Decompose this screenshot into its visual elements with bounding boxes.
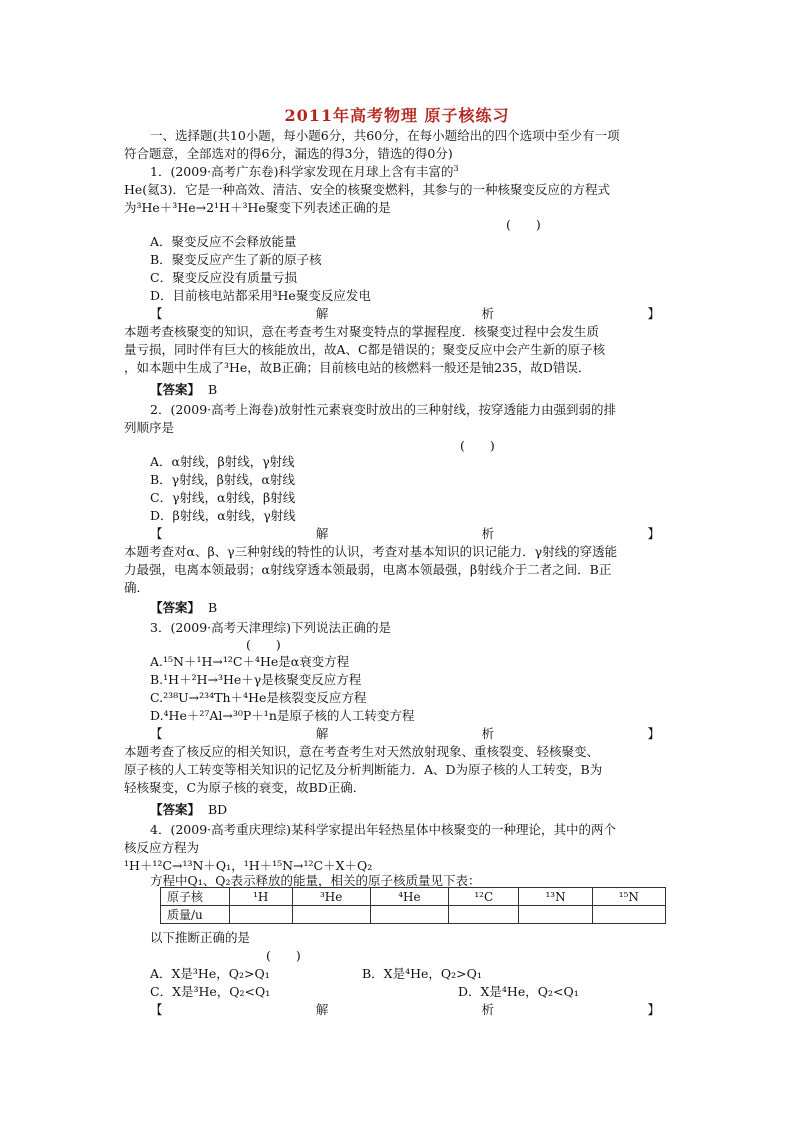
section-intro-line-1: 一、选择题(共10小题，每小题6分，共60分，在每小题给出的四个选项中至少有一项: [150, 128, 620, 143]
q1-stem-line-2: He(氦3)．它是一种高效、清洁、安全的核聚变燃料，其参与的一种核聚变反应的方程式: [124, 182, 611, 197]
q4-option-c: C．X是³He，Q₂<Q₁: [150, 984, 271, 999]
answer-label: 【答案】: [150, 600, 201, 615]
table-cell: [370, 906, 448, 924]
answer-value: BD: [207, 802, 228, 817]
q4-analysis-heading: [150, 1001, 660, 1019]
table-row: [161, 906, 666, 924]
q3-option-b: B.¹H＋²H→³He＋γ是核聚变反应方程: [150, 672, 362, 687]
bracket-close: 】: [647, 1002, 660, 1017]
answer-label: 【答案】: [150, 802, 201, 817]
q4-stem-line-2: 核反应方程为: [124, 840, 200, 855]
q1-option-a: A．聚变反应不会释放能量: [150, 234, 297, 249]
answer-value: B: [207, 382, 218, 397]
table-cell: [230, 906, 293, 924]
heading-char-xi: 析: [481, 726, 495, 741]
q1-option-c: C．聚变反应没有质量亏损: [150, 270, 298, 285]
table-cell: 质量/u: [161, 906, 230, 924]
q3-analysis-line-3: 轻核聚变，C为原子核的衰变，故BD正确．: [124, 780, 366, 795]
q2-analysis-line-3: 确．: [124, 580, 150, 595]
heading-char-jie: 解: [315, 726, 329, 741]
q3-analysis-heading: [150, 725, 660, 743]
q4-option-d: D．X是⁴He，Q₂<Q₁: [458, 984, 579, 999]
q3-answer: [150, 801, 696, 819]
table-cell: ¹H: [230, 888, 293, 906]
heading-char-jie: 解: [315, 306, 329, 321]
q2-answer-bracket: ( ): [460, 438, 495, 453]
q4-option-b: B．X是⁴He，Q₂>Q₁: [362, 966, 482, 981]
q1-analysis-line-1: 本题考查核聚变的知识，意在考查考生对聚变特点的掌握程度．核聚变过程中会发生质: [124, 324, 600, 339]
q3-option-c: C.²³⁸U→²³⁴Th＋⁴He是核裂变反应方程: [150, 690, 367, 705]
bracket-open: 【: [150, 306, 163, 321]
q4-stem-line-4: 以下推断正确的是: [150, 930, 251, 945]
answer-label: 【答案】: [150, 382, 201, 397]
q4-equation: ¹H＋¹²C→¹³N＋Q₁，¹H＋¹⁵N→¹²C＋X＋Q₂: [124, 858, 373, 873]
q3-option-d: D.⁴He＋²⁷Al→³⁰P＋¹n是原子核的人工转变方程: [150, 708, 415, 723]
q2-analysis-line-1: 本题考查对α、β、γ三种射线的特性的认识，考查对基本知识的识记能力．γ射线的穿透能: [124, 544, 618, 559]
table-cell: [592, 906, 665, 924]
bracket-close: 】: [647, 726, 660, 741]
heading-char-jie: 解: [315, 1002, 329, 1017]
q2-option-b: B．γ射线，β射线，α射线: [150, 472, 295, 487]
q1-stem-sup: 3: [453, 163, 459, 173]
q2-option-a: A．α射线，β射线，γ射线: [150, 454, 295, 469]
q1-option-d: D．目前核电站都采用³He聚变反应发电: [150, 288, 371, 303]
q1-answer-bracket: ( ): [506, 217, 541, 232]
answer-value: B: [207, 600, 218, 615]
heading-char-xi: 析: [481, 1002, 495, 1017]
bracket-close: 】: [647, 526, 660, 541]
table-cell: ³He: [292, 888, 370, 906]
q1-stem-line-1: [150, 163, 670, 181]
table-cell: ⁴He: [370, 888, 448, 906]
q1-analysis-line-2: 量亏损，同时伴有巨大的核能放出，故A、C都是错误的；聚变反应中会产生新的原子核: [124, 342, 606, 357]
q3-option-a: A.¹⁵N＋¹H→¹²C＋⁴He是α衰变方程: [150, 654, 350, 669]
q4-stem-line-1: 4．(2009·高考重庆理综)某科学家提出年轻热星体中核聚变的一种理论，其中的两个: [150, 822, 616, 837]
bracket-open: 【: [150, 726, 163, 741]
q2-analysis-heading: [150, 525, 660, 543]
bracket-close: 】: [647, 306, 660, 321]
q1-answer: [150, 381, 696, 399]
heading-char-xi: 析: [481, 306, 495, 321]
table-header-row: [161, 888, 666, 906]
q3-analysis-line-1: 本题考查了核反应的相关知识，意在考查考生对天然放射现象、重核裂变、轻核聚变、: [124, 744, 600, 759]
table-cell: [292, 906, 370, 924]
section-intro-line-2: 符合题意，全部选对的得6分，漏选的得3分，错选的得0分): [124, 146, 453, 161]
table-cell: ¹³N: [519, 888, 592, 906]
q2-option-d: D．β射线，α射线，γ射线: [150, 508, 296, 523]
nucleus-mass-table: [160, 887, 666, 924]
table-cell: [519, 906, 592, 924]
bracket-open: 【: [150, 1002, 163, 1017]
q4-stem-line-3: 方程中Q₁、Q₂表示释放的能量，相关的原子核质量见下表：: [150, 873, 481, 888]
q2-stem-line-1: 2．(2009·高考上海卷)放射性元素衰变时放出的三种射线，按穿透能力由强到弱的排: [150, 402, 616, 417]
q2-analysis-line-2: 力最强，电离本领最弱；α射线穿透本领最弱，电离本领最强，β射线介于二者之间．B正: [124, 562, 612, 577]
q1-stem-line-3: 为³He＋³He→2¹H＋³He聚变下列表述正确的是: [124, 200, 391, 215]
heading-char-jie: 解: [315, 526, 329, 541]
q4-answer-bracket: ( ): [266, 948, 301, 963]
q1-analysis-line-3: ，如本题中生成了³He，故B正确；目前核电站的核燃料一般还是铀235，故D错误．: [124, 360, 591, 375]
q4-option-a: A．X是³He，Q₂>Q₁: [150, 966, 270, 981]
q1-analysis-heading: [150, 305, 660, 323]
q2-stem-line-2: 列顺序是: [124, 420, 175, 435]
table-cell: [449, 906, 519, 924]
q3-stem: 3．(2009·高考天津理综)下列说法正确的是: [150, 620, 391, 635]
table-cell: 原子核: [161, 888, 230, 906]
q3-answer-bracket: ( ): [246, 637, 281, 652]
q1-stem-text: 1．(2009·高考广东卷)科学家发现在月球上含有丰富的: [150, 164, 454, 179]
q2-option-c: C．γ射线，α射线，β射线: [150, 490, 296, 505]
q2-answer: [150, 599, 696, 617]
table-cell: ¹⁵N: [592, 888, 665, 906]
table-cell: ¹²C: [449, 888, 519, 906]
heading-char-xi: 析: [481, 526, 495, 541]
q1-option-b: B．聚变反应产生了新的原子核: [150, 252, 322, 267]
q3-analysis-line-2: 原子核的人工转变等相关知识的记忆及分析判断能力．A、D为原子核的人工转变，B为: [124, 762, 603, 777]
bracket-open: 【: [150, 526, 163, 541]
document-title: 2011年高考物理 原子核练习: [284, 106, 510, 125]
